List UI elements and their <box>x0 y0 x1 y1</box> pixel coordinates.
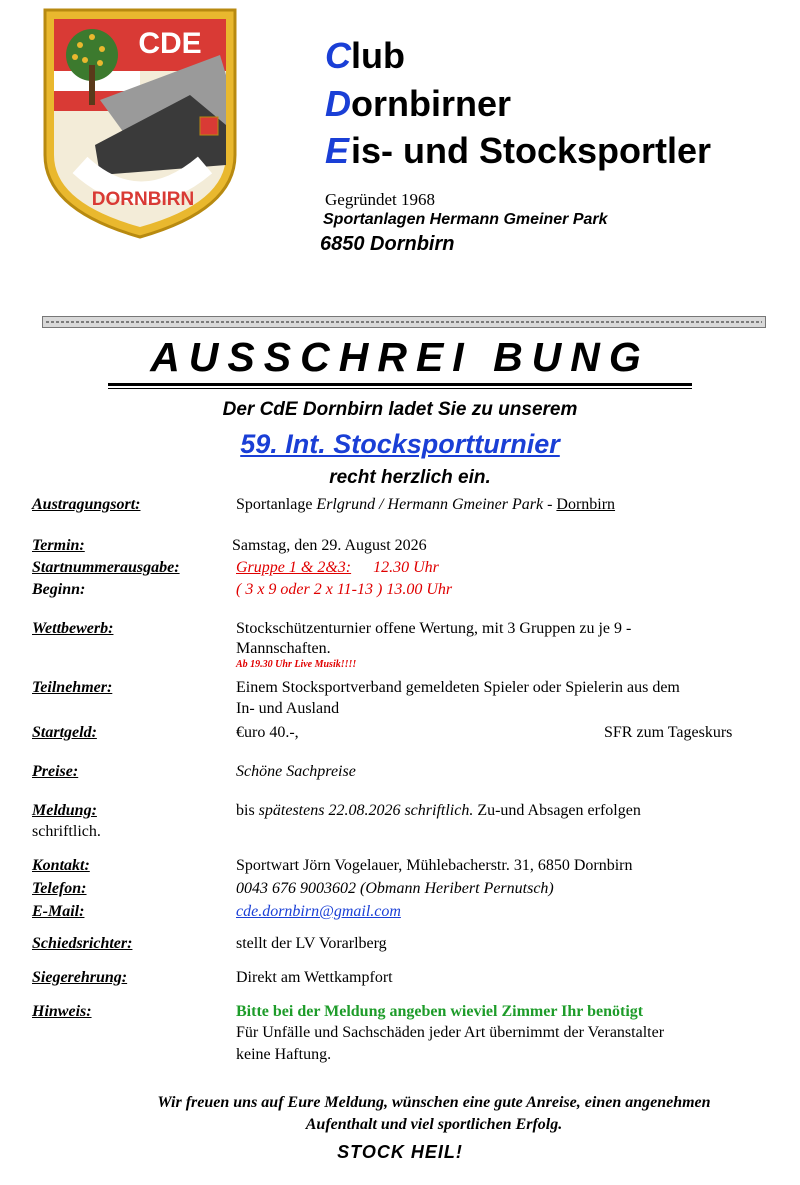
live-music-note: Ab 19.30 Uhr Live Musik!!!! <box>236 659 357 670</box>
club-city: 6850 Dornbirn <box>320 233 455 255</box>
closing-line-1: Wir freuen uns auf Eure Meldung, wünschen eine gute Anreise, einen angenehmen <box>157 1094 711 1111</box>
label-beginn: Beginn: <box>32 581 86 598</box>
club-name-line-3 <box>325 131 711 171</box>
founded-year: Gegründet 1968 <box>325 190 436 209</box>
value-meldung <box>236 802 641 820</box>
venue-italic: Erlgrund / Hermann Gmeiner Park - <box>316 496 557 513</box>
value-siegerehrung: Direkt am Wettkampfort <box>236 969 393 986</box>
label-startnummerausgabe: Startnummerausgabe: <box>32 559 180 576</box>
start-time: 12.30 Uhr <box>373 559 439 576</box>
venue-prefix: Sportanlage <box>236 496 317 513</box>
label-email: E-Mail: <box>32 903 85 920</box>
club-name-rest: is- und Stocksportler <box>351 130 712 171</box>
meldung-deadline: spätestens 22.08.2026 schriftlich. <box>258 802 474 819</box>
value-startgeld: €uro 40.-, <box>236 724 299 741</box>
club-initial: C <box>325 35 351 76</box>
club-name-line-1 <box>325 36 405 76</box>
label-wettbewerb: Wettbewerb: <box>32 620 114 637</box>
tournament-name: 59. Int. Stocksportturnier <box>240 429 560 459</box>
club-name-rest: lub <box>351 35 405 76</box>
label-termin: Termin: <box>32 537 85 554</box>
value-beginn: ( 3 x 9 oder 2 x 11-13 ) 13.00 Uhr <box>236 581 453 598</box>
meldung-prefix: bis <box>236 802 259 819</box>
value-wettbewerb-line-2: Mannschaften. <box>236 640 331 657</box>
value-kontakt: Sportwart Jörn Vogelauer, Mühlebacherstr. 31, 6850 Dornbirn <box>236 857 633 874</box>
value-wettbewerb-line-1: Stockschützenturnier offene Wertung, mit 3 Gruppen zu je 9 - <box>236 620 632 637</box>
meldung-suffix: Zu-und Absagen erfolgen <box>473 802 641 819</box>
closing-line-2: Aufenthalt und viel sportlichen Erfolg. <box>305 1116 563 1133</box>
label-preise: Preise: <box>32 763 79 780</box>
label-hinweis: Hinweis: <box>32 1003 92 1020</box>
club-crest-logo <box>40 5 240 240</box>
label-teilnehmer: Teilnehmer: <box>32 679 113 696</box>
value-hinweis-liability-2: keine Haftung. <box>236 1046 332 1063</box>
header-divider <box>42 316 766 328</box>
value-teilnehmer-line-2: In- und Ausland <box>236 700 340 717</box>
value-termin: Samstag, den 29. August 2026 <box>232 537 427 554</box>
invite-line-3: recht herzlich ein. <box>329 467 491 488</box>
signoff: STOCK HEIL! <box>337 1142 463 1162</box>
club-name-rest: ornbirner <box>351 83 512 124</box>
club-initial: E <box>325 130 350 171</box>
label-kontakt: Kontakt: <box>32 857 90 874</box>
page-title: AUSSCHREI BUNG <box>150 334 650 380</box>
label-startgeld: Startgeld: <box>32 724 97 741</box>
title-underline-thin <box>108 388 692 389</box>
club-initial: D <box>325 83 351 124</box>
venue-name: Sportanlagen Hermann Gmeiner Park <box>323 211 608 228</box>
value-austragungsort <box>236 496 615 514</box>
label-meldung: Meldung: <box>32 802 97 819</box>
start-group: Gruppe 1 & 2&3: <box>236 559 352 576</box>
value-teilnehmer-line-1: Einem Stocksportverband gemeldeten Spieler oder Spielerin aus dem <box>236 679 680 696</box>
label-telefon: Telefon: <box>32 880 87 897</box>
email-link[interactable]: cde.dornbirn@gmail.com <box>236 903 401 920</box>
value-telefon: 0043 676 9003602 (Obmann Heribert Pernutsch) <box>236 880 554 897</box>
value-meldung-wrap: schriftlich. <box>32 823 101 840</box>
value-startgeld-currency: SFR zum Tageskurs <box>604 724 733 741</box>
logo-city-text: DORNBIRN <box>91 189 195 210</box>
value-hinweis-liability-1: Für Unfälle und Sachschäden jeder Art übernimmt der Veranstalter <box>236 1024 665 1041</box>
value-hinweis-rooms: Bitte bei der Meldung angeben wieviel Zimmer Ihr benötigt <box>236 1003 644 1020</box>
value-preise: Schöne Sachpreise <box>236 763 356 780</box>
invite-line-1: Der CdE Dornbirn ladet Sie zu unserem <box>222 399 578 420</box>
value-startnummerausgabe <box>236 559 439 577</box>
venue-city: Dornbirn <box>556 496 616 513</box>
value-schiedsrichter: stellt der LV Vorarlberg <box>236 935 387 952</box>
label-austragungsort: Austragungsort: <box>32 496 141 513</box>
logo-text: CDE <box>138 27 202 60</box>
club-name-line-2 <box>325 84 511 124</box>
title-underline <box>108 383 692 386</box>
label-siegerehrung: Siegerehrung: <box>32 969 128 986</box>
label-schiedsrichter: Schiedsrichter: <box>32 935 133 952</box>
